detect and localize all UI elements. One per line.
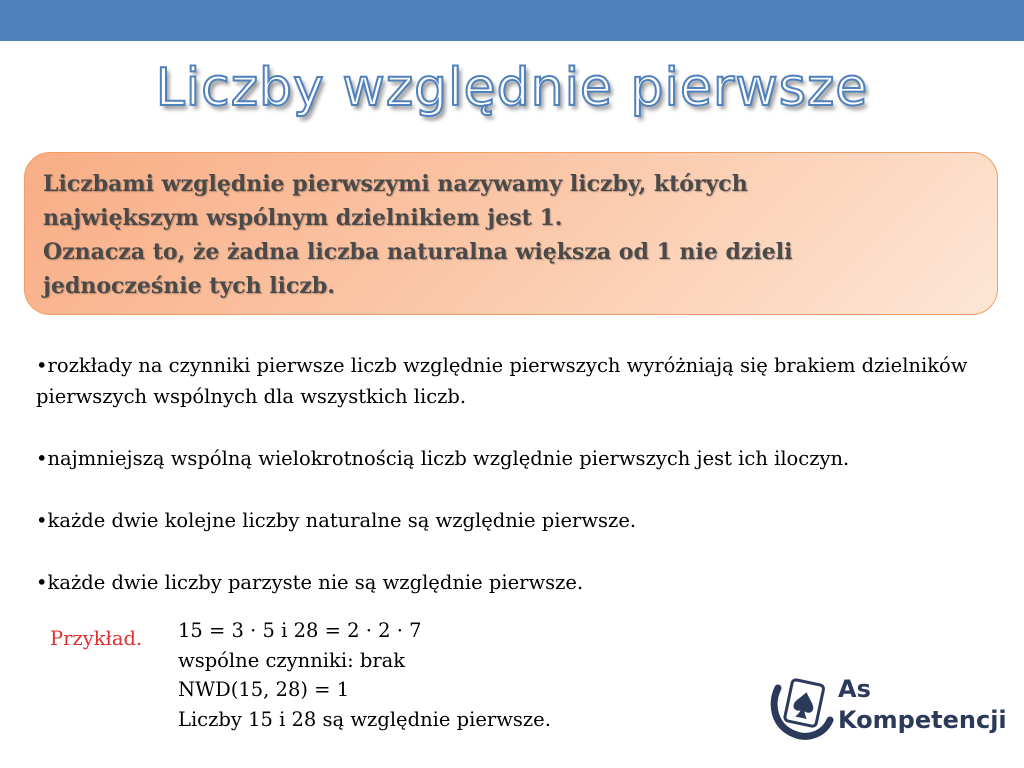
definition-line: Liczbami względnie pierwszymi nazywamy liczby, których (43, 171, 748, 197)
definition-line: jednocześnie tych liczb. (43, 273, 335, 299)
bullet-item: •każde dwie kolejne liczby naturalne są względnie pierwsze. (36, 509, 637, 532)
example-line: NWD(15, 28) = 1 (178, 678, 350, 701)
example-block (178, 616, 551, 734)
logo-text (838, 674, 1007, 736)
definition-box (24, 152, 998, 315)
example-label: Przykład. (50, 627, 143, 650)
logo-line-2: Kompetencji (838, 706, 1007, 734)
example-line: Liczby 15 i 28 są względnie pierwsze. (178, 707, 551, 731)
spade-card-icon (768, 670, 834, 740)
definition-line: największym wspólnym dzielnikiem jest 1. (43, 205, 563, 231)
logo-line-1: As (838, 675, 871, 703)
logo (768, 670, 1007, 744)
bullet-item: •najmniejszą wspólną wielokrotnością liczb względnie pierwszych jest ich iloczyn. (36, 447, 850, 470)
example-line: 15 = 3 · 5 i 28 = 2 · 2 · 7 (178, 619, 422, 642)
bullet-item: •rozkłady na czynniki pierwsze liczb względnie pierwszych wyróżniają się brakiem dzielników pierwszych wspólnych dla wszystkich liczb. (36, 354, 968, 408)
example-line: wspólne czynniki: brak (178, 648, 406, 672)
slide-title: Liczby względnie pierwsze (155, 58, 869, 118)
definition-line: Oznacza to, że żadna liczba naturalna większa od 1 nie dzieli (43, 239, 793, 265)
bullet-item: •każde dwie liczby parzyste nie są względnie pierwsze. (36, 571, 584, 594)
top-bar (0, 0, 1024, 41)
bullet-list (36, 350, 996, 598)
